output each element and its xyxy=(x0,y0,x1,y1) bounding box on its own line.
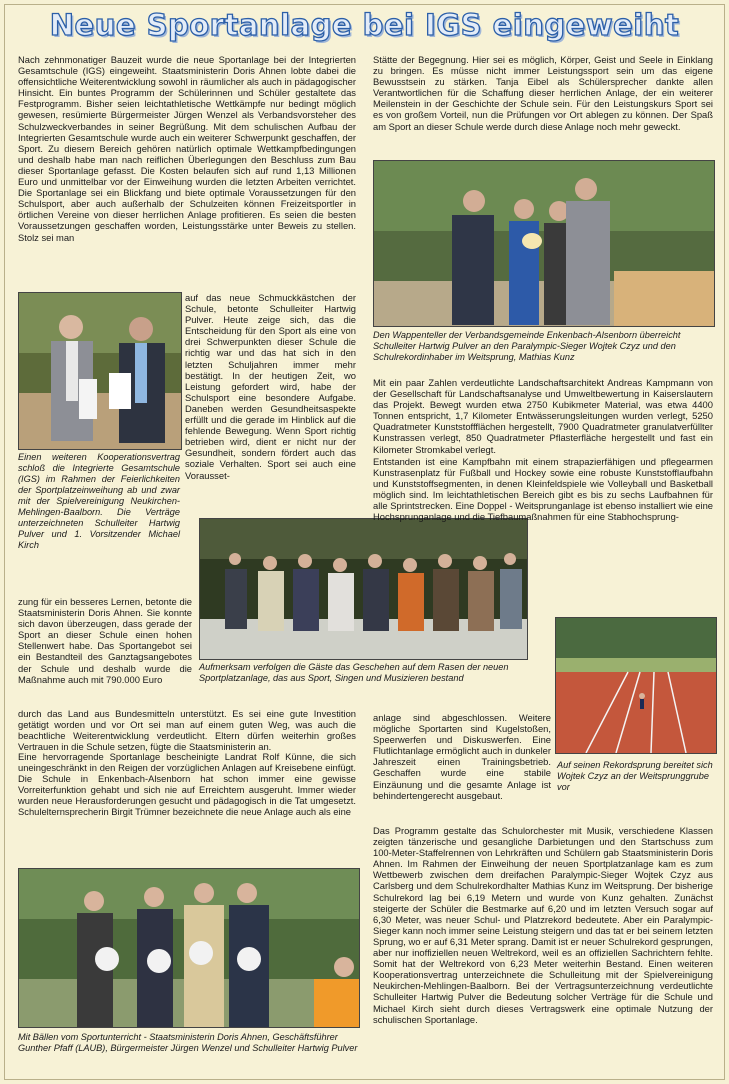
caption-record: Auf seinen Rekordsprung bereitet sich Wojtek Czyz an der Weitsprunggrube vor xyxy=(557,760,713,792)
article-paragraph-program: Das Programm gestalte das Schulorchester mit Musik, verschiedene Klassen zeigten tänzerische und gesangliche Darbietungen und den Startschuss zum 100-Meter-Staffelrennen von Lehrkräften und Schülern gab Staatsministerin Doris Ahnen. Im Rahmen der Einweihung der neuen Sportplatzanlage kam es zum Wettbewerb zwischen dem dreifachen Paralympic-Sieger Wojtek Czyz aus Carlsberg und dem Schulrekordhalter Mathias Kunz im Weitsprung. Der bisherige Schulrekord lag bei 6,19 Metern und wurde von Kunz gehalten. Zunächst steigerte der Schüler die Bestmarke auf 6,20 und im letzten Versuch sogar auf 6,30 Meter, was neuer Schul- und Platzrekord bedeutete. Aber ein Paralympic-Sieger kann noch immer seine Leistung steigern und das tat er bei seinem letzten Sprung, wo er auf 6,31 Meter sprang. Damit ist er neuer Schulrekord gesprungen, aber nur inoffiziellen neuen Weltrekord, weil es an offiziellen Sachrichtern fehlte. Somit hat der Weltrekord von 6,23 Meter weiterhin Bestand. Einen weiteren Kooperationsvertrag unterzeichnete die Schulleitung mit der Spielvereinigung Neukirchen-Mehlingen-Baalborn. Bei der Vertragsunterzeichnung verdeutlichte Schulleiter Hartwig Pulver die Bedeutung solcher Verträge für die Schule und Michael Kirch sieht durch dieses Vertragswerk eine optimale Nutzung der schulischen Sportanlage. xyxy=(373,825,713,1025)
article-paragraph-kuenne: Eine hervorragende Sportanlage bescheinigte Landrat Rolf Künne, die sich uneingeschränkt in den Reigen der vorzüglichen Anlagen auf Kreisebene einfügt. Die Schule in Enkenbach-Alsenborn hat schon immer eine gewisse Vorreiterfunktion gehabt und sich nie auf Erreichtem ausgeruht. Immer wieder wurden neue Herausforderungen gesucht und pädagogisch in die Tat umgesetzt. Schulelternsprecherin Birgit Trümner bezeichnete die neue Anlage auch als eine xyxy=(18,751,356,818)
article-paragraph-more-sports: anlage sind abgeschlossen. Weitere mögliche Sportarten sind Kugelstoßen, Speerwerfen und Diskuswerfen. Eine Flutlichtanlage ermöglicht auch in dunkeler Jahreszeit einen Trainingsbetrieb. Geschaffen wurde eine stabile Einzäunung und die gesamte Anlage ist behindertengerecht ausgebaut. xyxy=(373,712,551,801)
article-paragraph-kampmann: Mit ein paar Zahlen verdeutlichte Landschaftsarchitekt Andreas Kampmann von der Gesellschaft für Landschaftsanalyse und Umweltbewertung in Kaiserslautern das Projekt. Bewegt wurden etwa 2750 Kubikmeter Material, was etwa 4400 Tonnen entspricht, 1,7 Kilometer Entwässerungsleitungen wurden verlegt, 5250 Quadratmeter Kunststoffflächen hergestellt, 7900 Quadratmeter granulatverfüllter Kunstrassen verlegt, 850 Quadratmeter Pflasterfläche hergestellt und fast ein Kilometer Stromkabel verlegt. xyxy=(373,377,713,455)
headline: Neue Sportanlage bei IGS eingeweiht xyxy=(49,8,680,42)
contract-photo xyxy=(18,292,182,450)
article-paragraph-ahnen: zung für ein besseres Lernen, betonte die Staatsministerin Doris Ahnen. Sie konnte sich davon überzeugen, dass gerade der Sport an dieser Schule einen hohen Stellenwert habe. Das Sportangebot sei ein Bestandteil des Ganztagsangebotes der Schule und deshalb wurde die Maßnahme auch mit 790.000 Euro xyxy=(18,596,192,685)
long-jump-photo xyxy=(555,617,717,754)
article-paragraph-pulver: auf das neue Schmuckkästchen der Schule, betonte Schulleiter Hartwig Pulver. Heute zeige sich, das die Entscheidung für den Sport als eine von drei Schwerpunkten dieser Schule die richtig war und das hat sich in den letzten Schuljahren immer mehr bestätigt. In der heutigen Zeit, wo Leistung gefordert wird, habe der Schulsport eine besondere Aufgabe. Daneben werden Gesundheitsaspekte erfüllt und die gerade im Hinblick auf die fehlende Bewegung. Wenn Sport richtig betrieben wird, dient er nicht nur der Gesundheit, sondern fördert auch das soziale Verhalten. Sport sei auch eine Vorausset- xyxy=(185,292,356,481)
caption-balls: Mit Bällen vom Sportunterricht - Staatsministerin Doris Ahnen, Geschäftsführer Gunther Pfaff (LAUB), Bürgermeister Jürgen Wenzel und Schulleiter Hartwig Pulver xyxy=(18,1032,358,1053)
caption-audience: Aufmerksam verfolgen die Gäste das Geschehen auf dem Rasen der neuen Sportplatzanlage, das aus Sport, Singen und Musizieren bestand xyxy=(199,662,509,683)
balls-photo xyxy=(18,868,360,1028)
plate-photo xyxy=(373,160,715,327)
article-paragraph-eibel: Stätte der Begegnung. Hier sei es möglich, Körper, Geist und Seele in Einklang zu bringen. Es müsse nicht immer Leistungssport sein um das eigene Bewusstsein zu stärken. Tanja Eibel als Schülersprecher dankte allen Verantwortlichen für die Schaffung dieser herrlichen Anlage, der ein weiterer Meilenstein in der Geschichte der Schule sein. Für den Leistungskurs Sport sei es von großem Vorteil, nun die Prüfungen vor Ort ablegen zu können. Der Spaß am Sport an dieser Schule werde durch diese Anlage noch mehr geweckt. xyxy=(373,54,713,132)
article-paragraph-investment: durch das Land aus Bundesmitteln unterstützt. Es sei eine gute Investition getätigt worden und vor Ort sei man auf einem guten Weg, was auch die beachtliche Weiterentwicklung verdeutlicht. Eltern dürfen weiterhin großes Vertrauen in die Schule setzen, fügte die Staatsministerin an. xyxy=(18,708,356,753)
caption-plate: Den Wappenteller der Verbandsgemeinde Enkenbach-Alsenborn überreicht Schulleiter Hartwig Pulver an den Paralympic-Sieger Wojtek Czyz und den Schulrekordinhaber im Weitsprung, Mathias Kunz xyxy=(373,330,681,362)
article-paragraph-intro: Nach zehnmonatiger Bauzeit wurde die neue Sportanlage bei der Integrierten Gesamtschule (IGS) eingeweiht. Staatsministerin Doris Ahnen lobte dabei die offensichtliche Weiterentwicklung sowohl in räumlicher als auch in pädagogischer Hinsicht. Ein buntes Programm der Schülerinnen und Schüler gestaltete das Festprogramm. Bisher seien leichtathletische Wettkämpfe nur bedingt möglich gewesen, resümierte Bürgermeister Jürgen Wenzel als Verbandsvorsteher des Schulzweckverbandes in seiner Begrüßung. Mit dem schulischen Aufbau der Integrierten Gesamtschule wurde auch ein weiterer Schwerpunkt geschaffen, der Sport. Zu diesem Bereich gehören natürlich optimale Wettkampfbedingungen und deshalb habe man nach reiflichen Überlegungen den Beschluss zum Bau dieser Sportanlage gefasst. Die Kosten belaufen sich auf rund 1,13 Millionen Euro und unmittelbar vor der Einweihung wurden die letzten Arbeiten verrichtet. Die Sportanlage sei ein Blickfang und biete optimale Voraussetzungen für den Schulsport, aber auch außerhalb der Schulzeiten können Freizeitsportler in örtlichen Vereine von dieser herrlichen Anlage profitieren. Es seien die besten Voraussetzungen geschaffen worden, Leistungsstärke unter Beweis zu stellen. Stolz sei man xyxy=(18,54,356,243)
caption-contract: Einen weiteren Kooperationsvertrag schloß die Integrierte Gesamtschule (IGS) im Rahmen der Feierlichkeiten der Sportplatzeinweihung ab und zwar mit der Spielvereinigung Neukirchen-Mehlingen-Baalborn. Die Verträge unterzeichneten Schulleiter Hartwig Pulver und 1. Vorsitzender Michael Kirch xyxy=(18,452,180,550)
article-paragraph-facilities: Entstanden ist eine Kampfbahn mit einem strapazierfähigen und pflegearmen Kunstrasenplatz für Fußball und Hockey sowie eine robuste Kunststofflaufbahn und Kunststoffsegmenten, in denen Kleinfeldspiele wie Volleyball und Basketball möglich sind. Im leichtathletischen Bereich gibt es bis zu sechs Laufbahnen für alle Sprintstrecken. Eine Doppel - Weitsprunganlage ist ebenso installiert wie eine Hochsprunganlage und die Tiefbaumaßnahmen für eine Stabhochsprung- xyxy=(373,456,713,523)
